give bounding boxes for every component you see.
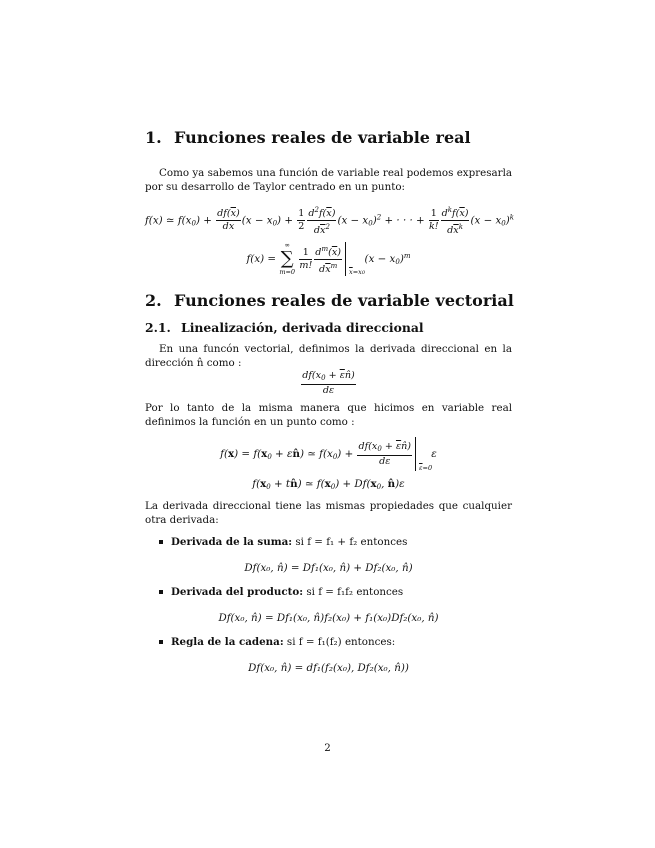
directional-derivative-paragraph: En una funcón vectorial, definimos la derivada direccional en la dirección n̂ como : <box>145 343 512 369</box>
property-item-sum <box>145 535 512 575</box>
properties-paragraph: La derivada direccional tiene las mismas propiedades que cualquier otra derivada: <box>145 500 512 526</box>
section-1-intro: Como ya sabemos una función de variable real podemos expresarla por su desarrollo de Taylor centrado en un punto: <box>145 167 512 193</box>
property-formula: Df(x₀, n̂) = Df₁(x₀, n̂)f₂(x₀) + f₁(x₀)Df₂(x₀, n̂) <box>218 612 439 624</box>
property-item-product <box>145 585 512 625</box>
section-2-number: 2. <box>145 291 162 310</box>
section-2-title: Funciones reales de variable vectorial <box>174 291 514 310</box>
taylor-series-equation: f(x) ≃ f(x0) + $\frac{df(\overline{x})}{d\overline{x}}$ (x − x0) + $\frac{1}{2}$ $\frac{d^2f(\overline{x})}{d\overline{x}^2}$ $(x - x0)^2$ + · · · + $\frac{1}{k!}$ $\frac{d^kf(\overline{x})}{d\overline{x}^k}$ $(x - x0)^k$ <box>145 206 515 236</box>
property-condition: si f = f₁ + f₂ entonces <box>295 536 408 548</box>
directional-derivative-equation: $\frac{df(x_0 + \overline{\varepsilon}n̂)}{d\overline{\varepsilon}}$ <box>302 370 355 396</box>
property-condition: si f = f₁f₂ entonces <box>306 586 404 598</box>
section-1-title: Funciones reales de variable real <box>174 128 471 147</box>
subsection-2-1-number: 2.1. <box>145 320 171 335</box>
taylor-sum-equation: f(x) = ∞ ∑ m=0 $\frac{1}{m!}$ $\frac{d^m(\overline{x})}{d\overline{x}^m}$ $\overline{x}=x0$ $(x - x0)^m$ <box>246 241 411 276</box>
property-item-chain-rule <box>145 635 512 675</box>
linearization-equation: f(x) = f(x0 + εn̂) ≃ f(x0) + $\frac{df(x_0 + \overline{\varepsilon}n̂)}{d\overline{\varepsilon}}$ $\overline{\varepsilon}=0$ ε <box>145 437 512 471</box>
property-condition: si f = f₁(f₂) entonces: <box>286 636 396 648</box>
property-label: Regla de la cadena: <box>171 636 284 648</box>
property-formula: Df(x₀, n̂) = df₁(f₂(x₀), Df₂(x₀, n̂)) <box>248 662 409 674</box>
section-2-heading <box>145 291 512 311</box>
section-1-number: 1. <box>145 128 162 147</box>
property-label: Derivada del producto: <box>171 586 304 598</box>
property-formula: Df(x₀, n̂) = Df₁(x₀, n̂) + Df₂(x₀, n̂) <box>244 562 413 574</box>
section-1-heading <box>145 128 512 148</box>
subsection-2-1-title: Linealización, derivada direccional <box>181 320 424 335</box>
linear-approximation-equation: f(x0 + tn̂) ≃ f(x0) + Df(x0, n̂)ε <box>252 478 405 491</box>
property-label: Derivada de la suma: <box>171 536 293 548</box>
linearization-paragraph: Por lo tanto de la misma manera que hicimos en variable real definimos la función en un punto como : <box>145 402 512 428</box>
subsection-2-1-heading <box>145 320 512 336</box>
page-content <box>145 128 515 675</box>
derivative-properties-list <box>145 535 512 675</box>
page-number: 2 <box>324 742 331 754</box>
